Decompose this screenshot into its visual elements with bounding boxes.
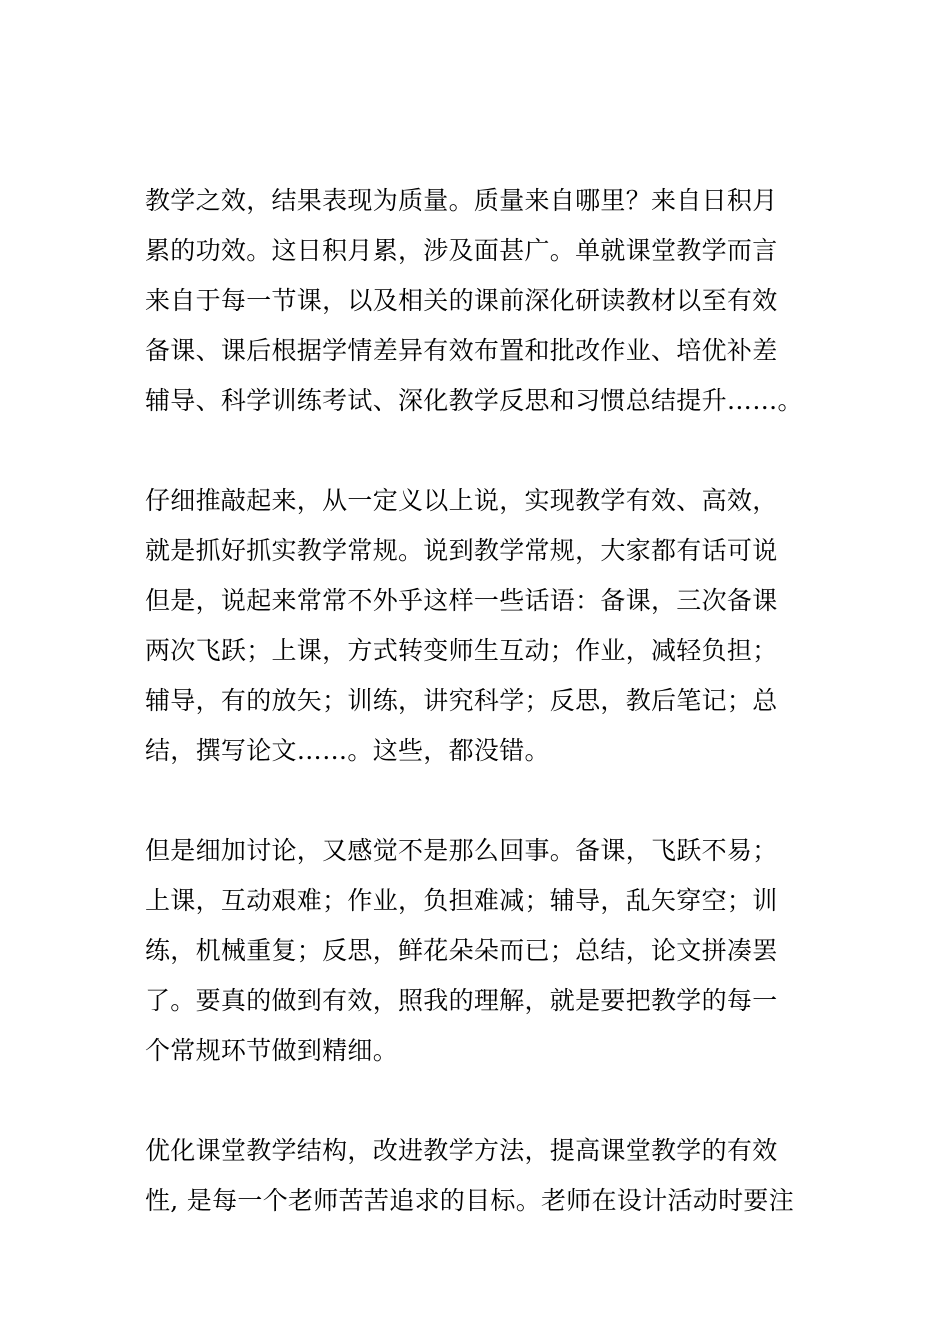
paragraph-spacer <box>145 1076 807 1126</box>
text-line: 来自于每一节课，以及相关的课前深化研读教材以至有效 <box>145 286 778 315</box>
text-line: 练，机械重复；反思，鲜花朵朵而已；总结，论文拼凑罢 <box>145 936 778 965</box>
text-line: 累的功效。这日积月累，涉及面甚广。单就课堂教学而言 <box>145 236 778 265</box>
text-line: 个常规环节做到精细。 <box>145 1036 399 1065</box>
paragraph-spacer <box>145 426 807 476</box>
text-line: 优化课堂教学结构，改进教学方法，提高课堂教学的有效 <box>145 1136 778 1165</box>
text-line: 就是抓好抓实教学常规。说到教学常规，大家都有话可说 <box>145 536 778 565</box>
text-line: 上课，互动艰难；作业，负担难减；辅导，乱矢穿空；训 <box>145 886 778 915</box>
paragraph-spacer <box>145 776 807 826</box>
text-line: 两次飞跃；上课，方式转变师生互动；作业，减轻负担； <box>145 636 778 665</box>
text-line: 教学之效，结果表现为质量。质量来自哪里？来自日积月 <box>145 186 778 215</box>
text-line: 但是，说起来常常不外乎这样一些话语：备课，三次备课 <box>145 586 778 615</box>
text-line: 辅导，有的放矢；训练，讲究科学；反思，教后笔记；总 <box>145 686 778 715</box>
text-line: 性, 是每一个老师苦苦追求的目标。老师在设计活动时要注 <box>145 1186 794 1215</box>
document-body <box>145 176 807 1226</box>
text-line: 了。要真的做到有效，照我的理解，就是要把教学的每一 <box>145 986 778 1015</box>
text-line: 但是细加讨论，又感觉不是那么回事。备课，飞跃不易； <box>145 836 778 865</box>
paragraph-3 <box>145 826 807 1076</box>
paragraph-4 <box>145 1126 807 1226</box>
text-line: 备课、课后根据学情差异有效布置和批改作业、培优补差 <box>145 336 778 365</box>
text-line: 仔细推敲起来，从一定义以上说，实现教学有效、高效， <box>145 486 778 515</box>
paragraph-1 <box>145 176 807 426</box>
text-line: 辅导、科学训练考试、深化教学反思和习惯总结提升……。 <box>145 386 803 415</box>
paragraph-2 <box>145 476 807 776</box>
text-line: 结，撰写论文……。这些，都没错。 <box>145 736 550 765</box>
